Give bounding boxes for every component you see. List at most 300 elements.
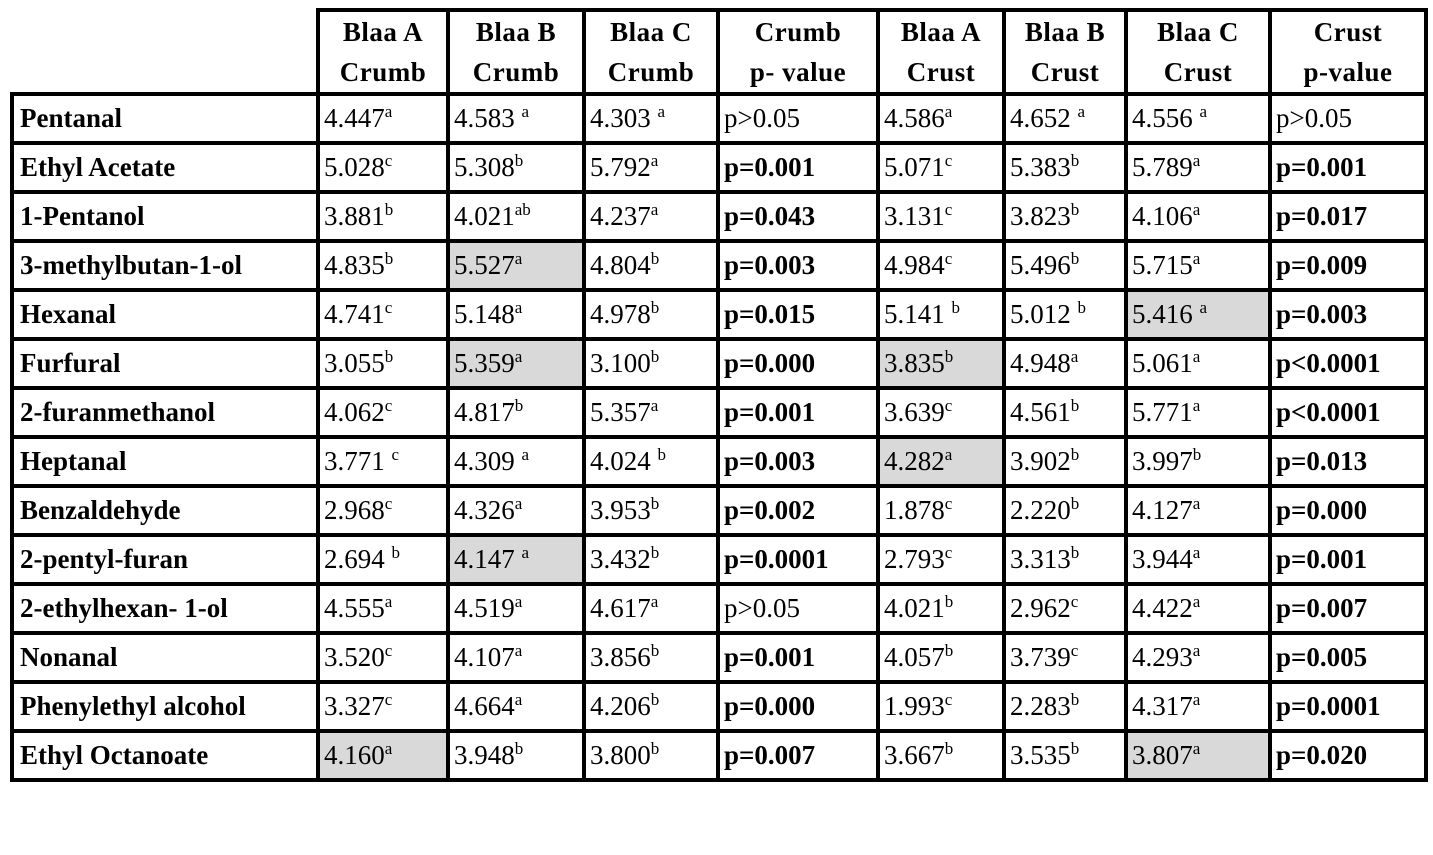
header-row	[12, 10, 1426, 94]
header-line2: Crust	[1163, 57, 1233, 87]
value-number: 4.561	[1010, 397, 1071, 427]
value-cell	[584, 486, 718, 535]
compound-name: Pentanal	[12, 94, 318, 143]
value-cell	[584, 339, 718, 388]
value-number: 4.519	[454, 593, 515, 623]
value-number: 4.556	[1132, 103, 1200, 133]
table-row	[12, 731, 1426, 780]
volatile-compounds-table	[10, 8, 1428, 782]
significance-letter: a	[1199, 102, 1208, 121]
significance-letter: b	[1070, 690, 1080, 709]
crumb-p-value: p=0.000	[718, 682, 878, 731]
significance-letter: b	[1070, 543, 1080, 562]
significance-letter: b	[1077, 298, 1086, 317]
value-number: 4.326	[454, 495, 515, 525]
crust-p-value: p=0.003	[1270, 290, 1426, 339]
header-blaa-c-crust	[1126, 10, 1270, 94]
value-number: 5.715	[1132, 250, 1193, 280]
significance-letter: a	[1192, 543, 1201, 562]
value-cell	[878, 437, 1004, 486]
value-number: 4.984	[884, 250, 945, 280]
compound-name: Nonanal	[12, 633, 318, 682]
compound-name: Phenylethyl alcohol	[12, 682, 318, 731]
table-row	[12, 633, 1426, 682]
compound-name: 1-Pentanol	[12, 192, 318, 241]
value-cell	[448, 241, 584, 290]
value-cell	[584, 192, 718, 241]
value-cell	[1004, 241, 1126, 290]
value-number: 4.303	[590, 103, 658, 133]
value-cell	[1126, 633, 1270, 682]
compound-name: Ethyl Acetate	[12, 143, 318, 192]
significance-letter: a	[1077, 102, 1086, 121]
significance-letter: b	[391, 543, 400, 562]
value-number: 5.527	[454, 250, 515, 280]
significance-letter: b	[951, 298, 960, 317]
header-blaa-b-crumb	[448, 10, 584, 94]
value-cell	[584, 143, 718, 192]
value-cell	[318, 584, 448, 633]
table-body	[12, 94, 1426, 780]
significance-letter: a	[1070, 347, 1079, 366]
crumb-p-value: p=0.003	[718, 437, 878, 486]
significance-letter: a	[650, 396, 659, 415]
table-row	[12, 241, 1426, 290]
value-cell	[318, 535, 448, 584]
compound-name: 2-furanmethanol	[12, 388, 318, 437]
value-cell	[1004, 486, 1126, 535]
value-cell	[448, 143, 584, 192]
value-cell	[1004, 192, 1126, 241]
value-number: 4.817	[454, 397, 515, 427]
crust-p-value: p=0.001	[1270, 143, 1426, 192]
significance-letter: b	[1070, 739, 1080, 758]
table-row	[12, 339, 1426, 388]
value-number: 5.148	[454, 299, 515, 329]
value-cell	[1126, 731, 1270, 780]
value-cell	[1126, 437, 1270, 486]
compound-name: Hexanal	[12, 290, 318, 339]
significance-letter: b	[944, 641, 954, 660]
header-line1: Blaa C	[1157, 17, 1239, 47]
significance-letter: b	[1070, 445, 1080, 464]
value-cell	[584, 584, 718, 633]
value-number: 4.617	[590, 593, 651, 623]
value-cell	[584, 437, 718, 486]
header-line2: Crumb	[472, 57, 560, 87]
value-number: 3.520	[324, 642, 385, 672]
value-cell	[448, 731, 584, 780]
compound-name: 2-ethylhexan- 1-ol	[12, 584, 318, 633]
value-number: 3.997	[1132, 446, 1193, 476]
table-row	[12, 290, 1426, 339]
header-crumb-p-value	[718, 10, 878, 94]
significance-letter: a	[1192, 739, 1201, 758]
significance-letter: a	[1192, 151, 1201, 170]
significance-letter: c	[384, 151, 393, 170]
value-number: 5.061	[1132, 348, 1193, 378]
value-number: 3.823	[1010, 201, 1071, 231]
significance-letter: a	[1192, 641, 1201, 660]
value-cell	[878, 290, 1004, 339]
value-cell	[878, 94, 1004, 143]
value-number: 3.807	[1132, 740, 1193, 770]
significance-letter: b	[514, 151, 524, 170]
significance-letter: a	[521, 445, 530, 464]
value-cell	[448, 682, 584, 731]
value-number: 4.555	[324, 593, 385, 623]
significance-letter: c	[384, 641, 393, 660]
significance-letter: a	[521, 543, 530, 562]
crumb-p-value: p=0.001	[718, 143, 878, 192]
significance-letter: b	[1192, 445, 1202, 464]
header-line1: Blaa B	[475, 17, 557, 47]
value-cell	[448, 339, 584, 388]
value-cell	[878, 339, 1004, 388]
value-cell	[878, 535, 1004, 584]
value-cell	[318, 192, 448, 241]
header-crust-p-value	[1270, 10, 1426, 94]
value-cell	[1126, 241, 1270, 290]
significance-letter: b	[514, 739, 524, 758]
significance-letter: a	[1192, 396, 1201, 415]
significance-letter: a	[514, 690, 523, 709]
header-line1: Crust	[1313, 17, 1383, 47]
significance-letter: a	[1199, 298, 1208, 317]
table-row	[12, 192, 1426, 241]
crumb-p-value: p=0.0001	[718, 535, 878, 584]
value-cell	[584, 94, 718, 143]
value-number: 1.993	[884, 691, 945, 721]
value-cell	[318, 731, 448, 780]
value-number: 3.739	[1010, 642, 1071, 672]
value-cell	[584, 241, 718, 290]
value-cell	[1126, 290, 1270, 339]
value-cell	[878, 192, 1004, 241]
header-blaa-a-crust	[878, 10, 1004, 94]
significance-letter: b	[1070, 151, 1080, 170]
significance-letter: a	[650, 592, 659, 611]
value-cell	[448, 437, 584, 486]
crumb-p-value: p>0.05	[718, 94, 878, 143]
significance-letter: a	[650, 151, 659, 170]
crust-p-value: p=0.0001	[1270, 682, 1426, 731]
significance-letter: a	[384, 739, 393, 758]
header-blaa-b-crust	[1004, 10, 1126, 94]
value-number: 3.800	[590, 740, 651, 770]
value-cell	[878, 143, 1004, 192]
significance-letter: a	[657, 102, 666, 121]
value-number: 3.313	[1010, 544, 1071, 574]
significance-letter: c	[384, 298, 393, 317]
crumb-p-value: p=0.003	[718, 241, 878, 290]
value-cell	[1126, 584, 1270, 633]
value-cell	[878, 388, 1004, 437]
value-number: 3.948	[454, 740, 515, 770]
crumb-p-value: p=0.002	[718, 486, 878, 535]
value-number: 4.447	[324, 103, 385, 133]
value-cell	[318, 437, 448, 486]
significance-letter: b	[1070, 249, 1080, 268]
significance-letter: b	[650, 543, 660, 562]
header-line2: Crust	[906, 57, 976, 87]
value-cell	[1004, 388, 1126, 437]
compound-name: Heptanal	[12, 437, 318, 486]
value-number: 4.978	[590, 299, 651, 329]
compound-name: Furfural	[12, 339, 318, 388]
value-number: 5.141	[884, 299, 952, 329]
significance-letter: b	[1070, 200, 1080, 219]
value-number: 3.835	[884, 348, 945, 378]
value-cell	[1126, 94, 1270, 143]
value-number: 4.127	[1132, 495, 1193, 525]
value-cell	[878, 633, 1004, 682]
value-cell	[1004, 143, 1126, 192]
value-cell	[584, 633, 718, 682]
value-cell	[584, 535, 718, 584]
value-cell	[1126, 535, 1270, 584]
value-cell	[1004, 633, 1126, 682]
header-line2: p- value	[749, 57, 847, 87]
value-number: 4.147	[454, 544, 522, 574]
value-number: 2.968	[324, 495, 385, 525]
value-cell	[448, 192, 584, 241]
value-number: 2.793	[884, 544, 945, 574]
header-line1: Blaa A	[342, 17, 424, 47]
significance-letter: a	[521, 102, 530, 121]
value-number: 5.789	[1132, 152, 1193, 182]
value-cell	[318, 94, 448, 143]
significance-letter: a	[514, 641, 523, 660]
crust-p-value: p<0.0001	[1270, 388, 1426, 437]
header-line2: p-value	[1303, 57, 1393, 87]
significance-letter: c	[944, 543, 953, 562]
value-number: 4.062	[324, 397, 385, 427]
value-number: 4.282	[884, 446, 945, 476]
value-number: 4.237	[590, 201, 651, 231]
header-line2: Crumb	[339, 57, 427, 87]
crust-p-value: p=0.000	[1270, 486, 1426, 535]
significance-letter: a	[514, 298, 523, 317]
value-cell	[1004, 535, 1126, 584]
value-cell	[1126, 143, 1270, 192]
significance-letter: a	[514, 347, 523, 366]
value-number: 4.835	[324, 250, 385, 280]
value-number: 3.327	[324, 691, 385, 721]
value-cell	[448, 486, 584, 535]
significance-letter: a	[1192, 249, 1201, 268]
significance-letter: c	[944, 690, 953, 709]
crumb-p-value: p=0.043	[718, 192, 878, 241]
header-line2: Crumb	[607, 57, 695, 87]
header-line1: Blaa B	[1024, 17, 1106, 47]
value-cell	[584, 290, 718, 339]
value-number: 5.012	[1010, 299, 1078, 329]
value-cell	[1004, 339, 1126, 388]
significance-letter: a	[1192, 200, 1201, 219]
value-number: 4.317	[1132, 691, 1193, 721]
value-number: 3.055	[324, 348, 385, 378]
crumb-p-value: p=0.001	[718, 388, 878, 437]
value-number: 5.357	[590, 397, 651, 427]
header-blaa-c-crumb	[584, 10, 718, 94]
value-cell	[318, 241, 448, 290]
value-number: 5.308	[454, 152, 515, 182]
significance-letter: c	[944, 200, 953, 219]
value-number: 4.206	[590, 691, 651, 721]
value-number: 3.944	[1132, 544, 1193, 574]
significance-letter: a	[650, 200, 659, 219]
significance-letter: b	[384, 249, 394, 268]
table-row	[12, 437, 1426, 486]
value-cell	[318, 388, 448, 437]
value-cell	[318, 143, 448, 192]
value-cell	[448, 388, 584, 437]
value-cell	[584, 388, 718, 437]
crust-p-value: p=0.001	[1270, 535, 1426, 584]
crust-p-value: p>0.05	[1270, 94, 1426, 143]
significance-letter: a	[944, 102, 953, 121]
significance-letter: b	[514, 396, 524, 415]
value-cell	[448, 290, 584, 339]
significance-letter: c	[944, 151, 953, 170]
table-row	[12, 388, 1426, 437]
value-cell	[1004, 731, 1126, 780]
value-cell	[448, 633, 584, 682]
crust-p-value: p=0.013	[1270, 437, 1426, 486]
value-cell	[1004, 94, 1126, 143]
header-blaa-a-crumb	[318, 10, 448, 94]
value-number: 4.422	[1132, 593, 1193, 623]
value-cell	[1004, 290, 1126, 339]
value-number: 2.694	[324, 544, 392, 574]
significance-letter: b	[384, 347, 394, 366]
value-cell	[1126, 388, 1270, 437]
value-cell	[448, 584, 584, 633]
significance-letter: c	[944, 396, 953, 415]
significance-letter: a	[384, 102, 393, 121]
compound-name: Benzaldehyde	[12, 486, 318, 535]
value-cell	[318, 633, 448, 682]
value-cell	[1004, 584, 1126, 633]
significance-letter: b	[650, 739, 660, 758]
significance-letter: b	[650, 347, 660, 366]
value-cell	[878, 486, 1004, 535]
significance-letter: a	[1192, 347, 1201, 366]
significance-letter: c	[384, 494, 393, 513]
significance-letter: c	[1070, 641, 1079, 660]
significance-letter: b	[944, 739, 954, 758]
value-number: 3.100	[590, 348, 651, 378]
value-number: 5.359	[454, 348, 515, 378]
table-row	[12, 535, 1426, 584]
value-number: 3.131	[884, 201, 945, 231]
value-cell	[448, 535, 584, 584]
value-number: 4.106	[1132, 201, 1193, 231]
header-line2: Crust	[1030, 57, 1100, 87]
value-number: 3.953	[590, 495, 651, 525]
value-cell	[1126, 339, 1270, 388]
crumb-p-value: p=0.007	[718, 731, 878, 780]
crust-p-value: p=0.007	[1270, 584, 1426, 633]
value-number: 4.293	[1132, 642, 1193, 672]
value-number: 4.160	[324, 740, 385, 770]
significance-letter: a	[514, 592, 523, 611]
table-row	[12, 94, 1426, 143]
value-number: 4.021	[454, 201, 515, 231]
significance-letter: c	[944, 249, 953, 268]
compound-name: 3-methylbutan-1-ol	[12, 241, 318, 290]
significance-letter: a	[514, 494, 523, 513]
header-line1: Crumb	[754, 17, 842, 47]
value-cell	[584, 682, 718, 731]
value-cell	[1126, 192, 1270, 241]
significance-letter: b	[650, 690, 660, 709]
significance-letter: b	[650, 298, 660, 317]
significance-letter: a	[1192, 494, 1201, 513]
value-cell	[1126, 682, 1270, 731]
significance-letter: b	[657, 445, 666, 464]
value-number: 5.771	[1132, 397, 1193, 427]
significance-letter: ab	[514, 200, 531, 219]
value-number: 4.664	[454, 691, 515, 721]
significance-letter: b	[1070, 396, 1080, 415]
significance-letter: a	[1192, 690, 1201, 709]
crumb-p-value: p=0.000	[718, 339, 878, 388]
value-cell	[878, 584, 1004, 633]
header-line1: Blaa A	[900, 17, 982, 47]
significance-letter: b	[1070, 494, 1080, 513]
value-cell	[1126, 486, 1270, 535]
significance-letter: c	[384, 396, 393, 415]
value-number: 4.057	[884, 642, 945, 672]
value-number: 4.948	[1010, 348, 1071, 378]
significance-letter: b	[650, 494, 660, 513]
value-number: 3.902	[1010, 446, 1071, 476]
significance-letter: b	[650, 641, 660, 660]
value-number: 4.107	[454, 642, 515, 672]
value-cell	[878, 241, 1004, 290]
value-cell	[318, 339, 448, 388]
value-number: 4.021	[884, 593, 945, 623]
value-number: 3.667	[884, 740, 945, 770]
significance-letter: a	[944, 445, 953, 464]
value-number: 3.535	[1010, 740, 1071, 770]
value-cell	[584, 731, 718, 780]
value-number: 4.741	[324, 299, 385, 329]
value-cell	[878, 731, 1004, 780]
value-number: 4.804	[590, 250, 651, 280]
value-cell	[318, 486, 448, 535]
table-row	[12, 143, 1426, 192]
value-number: 3.639	[884, 397, 945, 427]
compound-name: 2-pentyl-furan	[12, 535, 318, 584]
value-number: 4.024	[590, 446, 658, 476]
significance-letter: c	[384, 690, 393, 709]
header-line1: Blaa C	[610, 17, 692, 47]
significance-letter: c	[391, 445, 400, 464]
value-number: 3.771	[324, 446, 392, 476]
crust-p-value: p=0.017	[1270, 192, 1426, 241]
significance-letter: a	[384, 592, 393, 611]
significance-letter: c	[944, 494, 953, 513]
table-container	[10, 8, 1424, 847]
value-number: 4.309	[454, 446, 522, 476]
value-number: 2.283	[1010, 691, 1071, 721]
value-cell	[1004, 682, 1126, 731]
crust-p-value: p=0.020	[1270, 731, 1426, 780]
crumb-p-value: p=0.001	[718, 633, 878, 682]
